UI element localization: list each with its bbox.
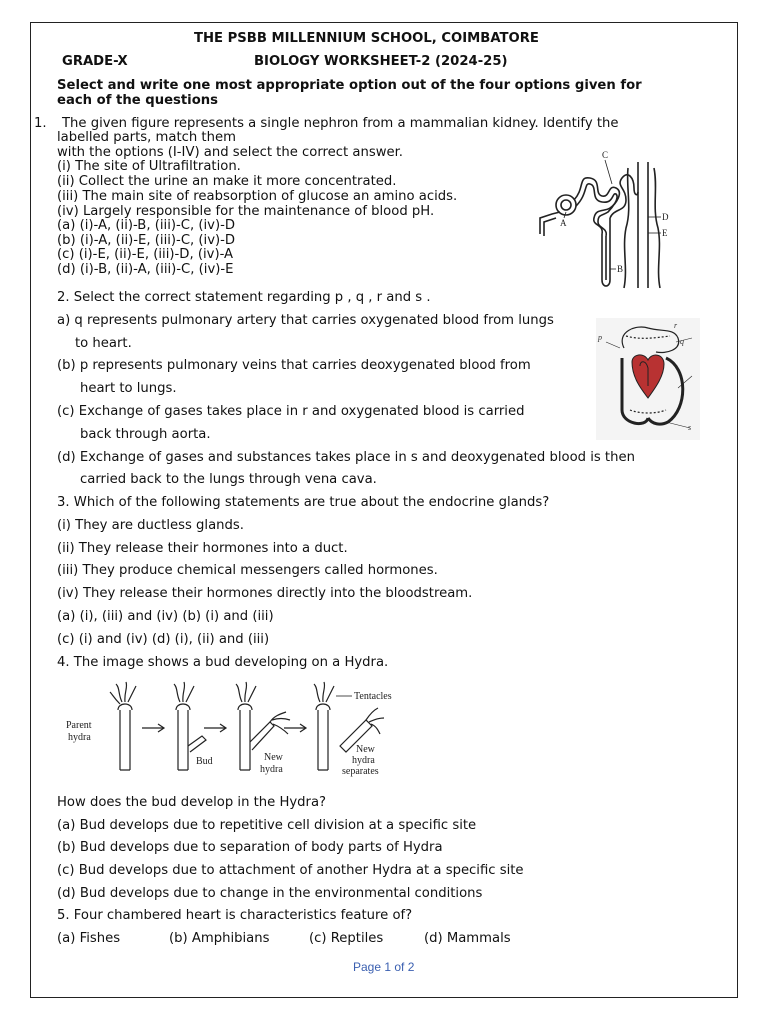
q3-options-line-2: (c) (i) and (iv) (d) (i), (ii) and (iii) bbox=[57, 632, 270, 647]
q3-item: (iii) They produce chemical messengers called hormones. bbox=[57, 563, 438, 578]
label-separated-new: New bbox=[356, 744, 375, 755]
arrow-2 bbox=[204, 724, 226, 732]
label-tentacles: Tentacles bbox=[354, 691, 392, 702]
q1-line-2: labelled parts, match them bbox=[57, 130, 236, 145]
q2-option-d-line-1: (d) Exchange of gases and substances takes place in s and deoxygenated blood is then bbox=[57, 450, 635, 465]
q1-line-1: The given figure represents a single nephron from a mammalian kidney. Identify the bbox=[62, 116, 619, 131]
q5-option-c: (c) Reptiles bbox=[309, 931, 384, 946]
instruction-line-1: Select and write one most appropriate option out of the four options given for bbox=[57, 78, 642, 93]
q4-option-c: (c) Bud develops due to attachment of another Hydra at a specific site bbox=[57, 863, 524, 878]
arrow-3 bbox=[284, 724, 306, 732]
circulation-label-q: q bbox=[680, 337, 684, 346]
worksheet-title: BIOLOGY WORKSHEET-2 (2024-25) bbox=[254, 54, 508, 69]
q5-option-a: (a) Fishes bbox=[57, 931, 121, 946]
q4-option-b: (b) Bud develops due to separation of body parts of Hydra bbox=[57, 840, 443, 855]
afferent-vessel bbox=[540, 212, 560, 234]
circulation-label-p: p bbox=[598, 333, 602, 342]
glomerulus-inner bbox=[561, 200, 571, 210]
nephron-label-e: E bbox=[662, 228, 668, 238]
q3-options-line-1: (a) (i), (iii) and (iv) (b) (i) and (iii) bbox=[57, 609, 274, 624]
instruction-line-2: each of the questions bbox=[57, 93, 218, 108]
q1-number: 1. bbox=[34, 116, 47, 131]
label-new: New bbox=[264, 752, 283, 763]
label-separates: separates bbox=[342, 766, 379, 777]
q1-item: (iii) The main site of reabsorption of glucose an amino acids. bbox=[57, 189, 458, 204]
q5-question: 5. Four chambered heart is characteristics feature of? bbox=[57, 908, 413, 923]
q1-line-3: with the options (I-IV) and select the correct answer. bbox=[57, 145, 403, 160]
bud bbox=[188, 736, 206, 752]
school-title: THE PSBB MILLENNIUM SCHOOL, COIMBATORE bbox=[194, 31, 539, 46]
q4-option-a: (a) Bud develops due to repetitive cell division at a specific site bbox=[57, 818, 477, 833]
q1-item: (i) The site of Ultrafiltration. bbox=[57, 159, 241, 174]
q3-question: 3. Which of the following statements are true about the endocrine glands? bbox=[57, 495, 550, 510]
q2-option-d-line-2: carried back to the lungs through vena cava. bbox=[80, 472, 377, 487]
q4-option-d: (d) Bud develops due to change in the environmental conditions bbox=[57, 886, 483, 901]
q5-option-d: (d) Mammals bbox=[424, 931, 511, 946]
label-separated-hydra: hydra bbox=[352, 755, 375, 766]
q2-option-b-line-1: (b) p represents pulmonary veins that carries deoxygenated blood from bbox=[57, 358, 531, 373]
q3-item: (ii) They release their hormones into a duct. bbox=[57, 541, 348, 556]
page-number: Page 1 of 2 bbox=[353, 960, 415, 974]
hydra-budding-figure bbox=[60, 680, 410, 780]
q1-option-b: (b) (i)-A, (ii)-E, (iii)-C, (iv)-D bbox=[57, 233, 236, 248]
q1-item: (ii) Collect the urine an make it more concentrated. bbox=[57, 174, 397, 189]
q2-option-a-line-1: a) q represents pulmonary artery that carries oxygenated blood from lungs bbox=[57, 313, 554, 328]
nephron-figure bbox=[530, 148, 680, 293]
q1-item: (iv) Largely responsible for the maintenance of blood pH. bbox=[57, 204, 435, 219]
circulation-label-r: r bbox=[674, 321, 678, 330]
nephron-label-b: B bbox=[617, 264, 624, 274]
q3-item: (iv) They release their hormones directly into the bloodstream. bbox=[57, 586, 473, 601]
hydra-stage-1 bbox=[110, 682, 136, 770]
q2-question: 2. Select the correct statement regarding p , q , r and s . bbox=[57, 290, 431, 305]
q2-option-b-line-2: heart to lungs. bbox=[80, 381, 177, 396]
collecting-duct bbox=[638, 162, 648, 288]
arrow-1 bbox=[142, 724, 164, 732]
nephron-label-a: A bbox=[560, 218, 567, 228]
label-hydra: hydra bbox=[68, 732, 91, 743]
q1-option-a: (a) (i)-A, (ii)-B, (iii)-C, (iv)-D bbox=[57, 218, 236, 233]
nephron-label-c: C bbox=[602, 150, 609, 160]
q4-question: 4. The image shows a bud developing on a Hydra. bbox=[57, 655, 389, 670]
circulation-label-s: s bbox=[688, 423, 692, 432]
q4-sub-question: How does the bud develop in the Hydra? bbox=[57, 795, 327, 810]
q1-option-d: (d) (i)-B, (ii)-A, (iii)-C, (iv)-E bbox=[57, 262, 234, 277]
circulation-figure bbox=[596, 318, 700, 440]
q2-option-a-line-2: to heart. bbox=[75, 336, 132, 351]
nephron-label-d: D bbox=[662, 212, 669, 222]
label-bud: Bud bbox=[196, 756, 213, 767]
q1-option-c: (c) (i)-E, (ii)-E, (iii)-D, (iv)-A bbox=[57, 247, 234, 262]
label-parent: Parent bbox=[66, 720, 92, 731]
grade-label: GRADE-X bbox=[62, 54, 128, 69]
q2-option-c-line-2: back through aorta. bbox=[80, 427, 211, 442]
label-new-hydra: hydra bbox=[260, 764, 283, 775]
q3-item: (i) They are ductless glands. bbox=[57, 518, 244, 533]
q2-option-c-line-1: (c) Exchange of gases takes place in r and oxygenated blood is carried bbox=[57, 404, 525, 419]
q5-option-b: (b) Amphibians bbox=[169, 931, 270, 946]
